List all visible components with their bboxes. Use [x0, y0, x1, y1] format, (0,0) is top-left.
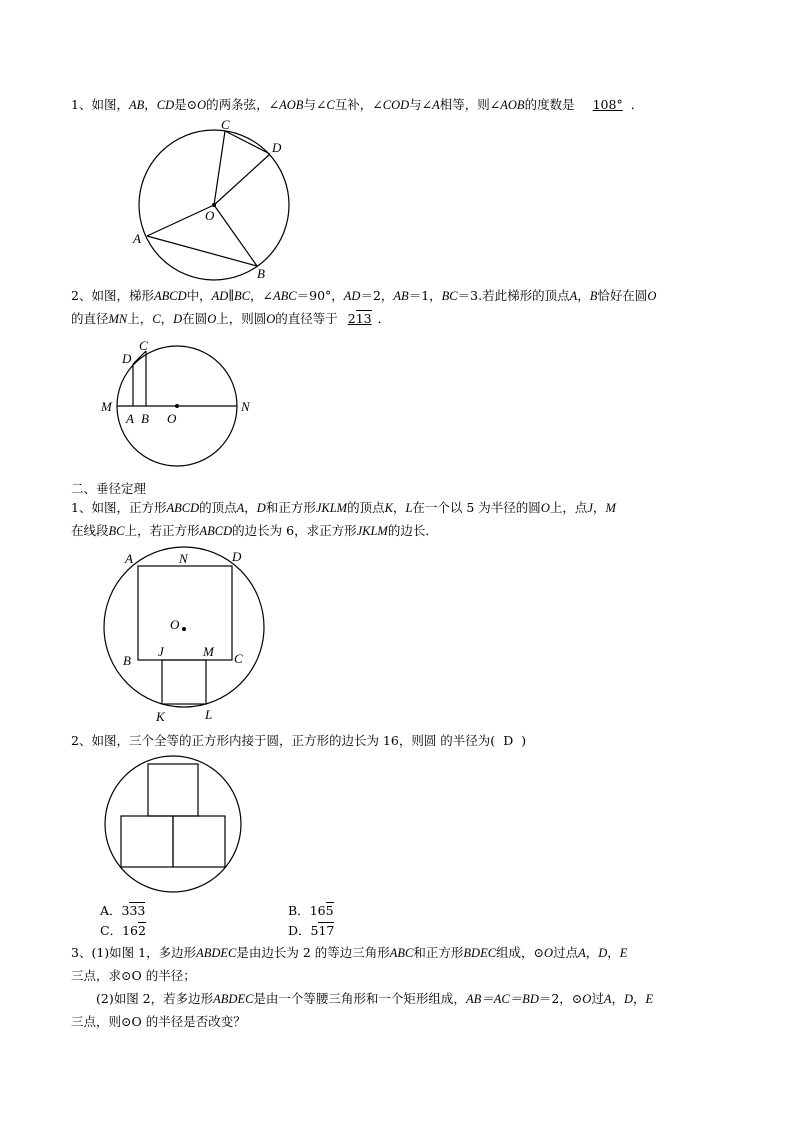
q1-label-o: O [205, 208, 215, 223]
q3-text-line1: 1、如图，正方形ABCD的顶点A，D和正方形JKLM的顶点K，L在一个以 5 为半径的圆O上，点J，M [71, 500, 616, 515]
q2-label-o: O [167, 411, 177, 426]
section-title: 二、垂径定理 [71, 481, 147, 496]
q4-option-a: A．333 [100, 903, 146, 918]
q4-text: 2、如图，三个全等的正方形内接于圆，正方形的边长为 16，则圆 的半径为( D ) [71, 733, 527, 748]
q5-text-line4: 三点，则⊙O 的半径是否改变？ [71, 1014, 246, 1029]
q1-label-c: C [221, 117, 230, 132]
q2-text-line2: 的直径MN上，C，D在圆O上，则圆O的直径等于 213 ． [71, 311, 391, 326]
q2-label-b: B [141, 411, 149, 426]
q3-label-j: J [158, 644, 164, 659]
q5-text-line3: (2)如图 2，若多边形ABDEC是由一个等腰三角形和一个矩形组成，AB＝AC＝BD＝2，⊙O过A，D，E [96, 991, 654, 1006]
q1-label-a: A [133, 231, 141, 246]
q2-label-m: M [101, 399, 112, 414]
q4-option-b: B．165 [288, 903, 334, 918]
q3-label-a: A [125, 551, 133, 566]
q3-label-l: L [205, 707, 213, 722]
q3-text-line2: 在线段BC上，若正方形ABCD的边长为 6，求正方形JKLM的边长． [71, 523, 438, 538]
q1-text: 1、如图，AB，CD是⊙O的两条弦，∠AOB与∠C互补，∠COD与∠A相等，则∠AOB的度数是 108° ． [71, 97, 644, 112]
q4-answer: D [503, 733, 514, 748]
q2-text-line1: 2、如图，梯形ABCD中，AD∥BC，∠ABC＝90°，AD＝2，AB＝1，BC＝3.若此梯形的顶点A，B恰好在圆O [71, 288, 657, 303]
q1-answer: 108° [592, 97, 623, 112]
q2-label-n: N [241, 399, 250, 414]
q3-label-c: C [234, 651, 243, 666]
q3-label-d: D [232, 549, 242, 564]
q4-option-c: C．162 [100, 923, 146, 938]
q2-answer: 213 [347, 311, 372, 326]
q5-text-line2: 三点，求⊙O 的半径； [71, 968, 196, 983]
q4-option-d: D．517 [288, 923, 335, 938]
q3-label-k: K [156, 709, 165, 724]
q1-label-d: D [272, 140, 282, 155]
q2-label-d: D [122, 351, 132, 366]
q1-label-b: B [257, 266, 265, 281]
q3-label-n: N [179, 551, 188, 566]
q3-label-o: O [170, 617, 180, 632]
q2-label-c: C [139, 338, 148, 353]
q2-label-a: A [126, 411, 134, 426]
q3-label-m: M [203, 644, 214, 659]
q3-label-b: B [123, 653, 131, 668]
q5-text-line1: 3、(1)如图 1，多边形ABDEC是由边长为 2 的等边三角形ABC和正方形BDEC组成，⊙O过点A，D，E [71, 945, 628, 960]
